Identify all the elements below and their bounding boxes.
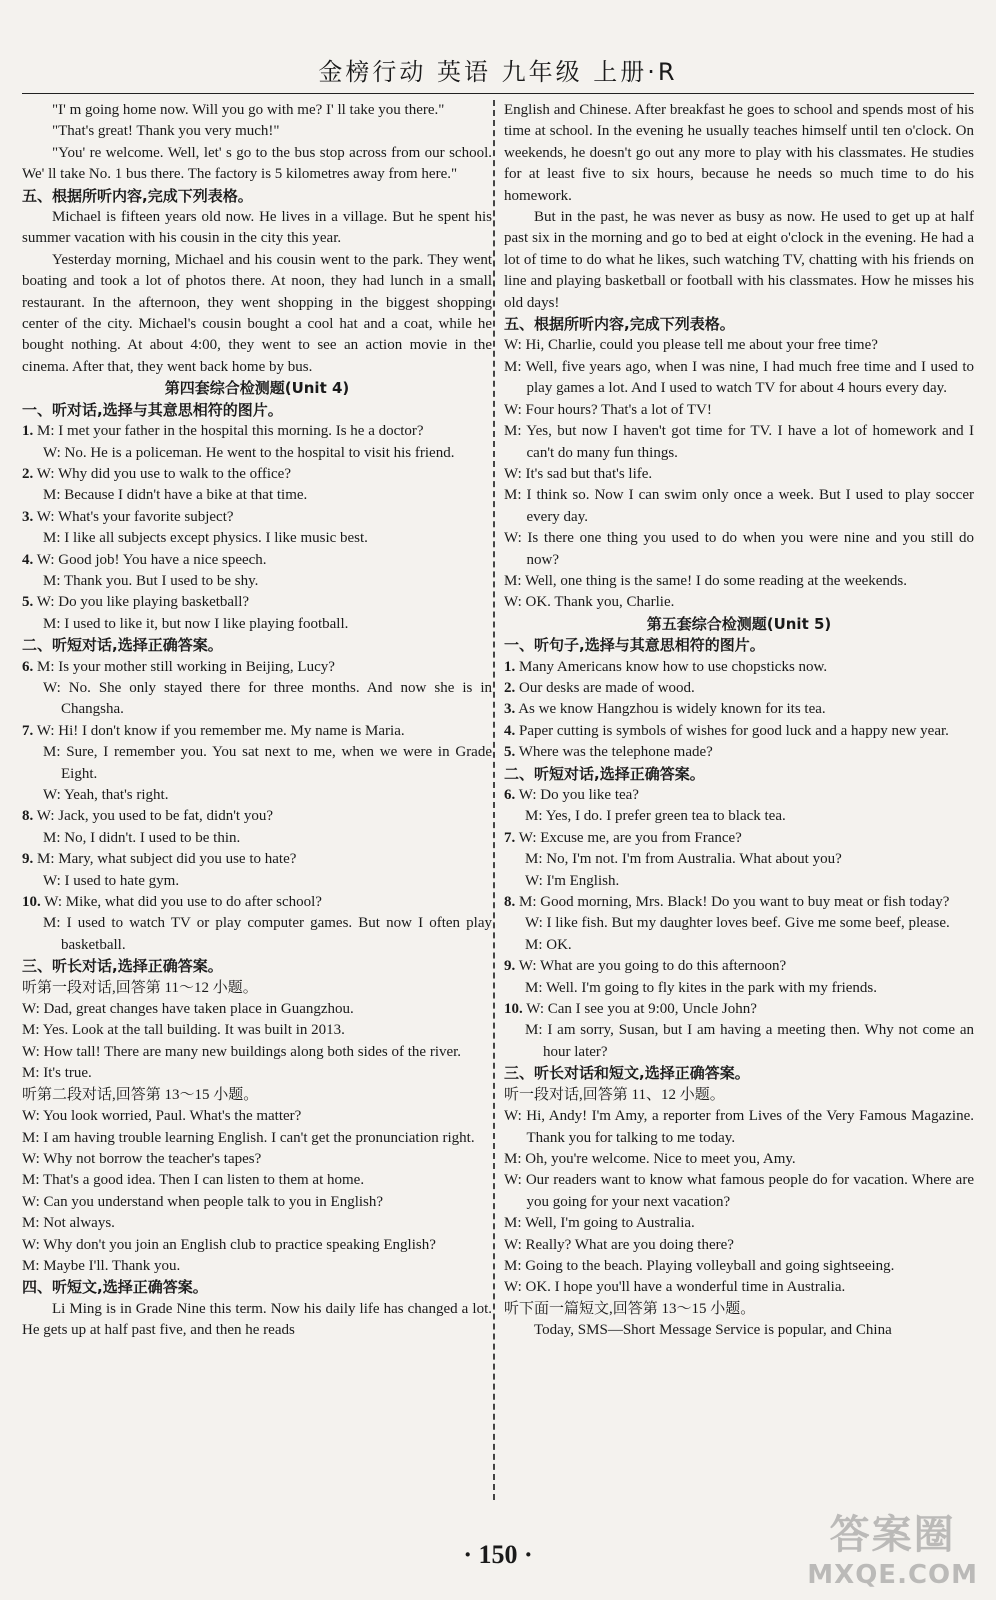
section-heading: 三、听长对话,选择正确答案。: [22, 957, 223, 976]
dialogue-reply: M: Because I didn't have a bike at that time.: [43, 487, 308, 504]
dialogue-line: M: Maybe I'll. Thank you.: [22, 1257, 181, 1274]
dialogue-line: M: Not always.: [22, 1215, 115, 1232]
item-number: 7.: [504, 829, 516, 846]
item-number: 4.: [22, 551, 34, 568]
paragraph: "I' m going home now. Will you go with me? I' ll take you there.": [52, 102, 445, 118]
item-text: W: Jack, you used to be fat, didn't you?: [36, 808, 273, 825]
dialogue-reply: M: No, I didn't. I used to be thin.: [43, 829, 241, 846]
dialogue-reply: M: OK.: [525, 936, 572, 953]
section-heading: 四、听短文,选择正确答案。: [22, 1278, 208, 1297]
dialogue-reply: M: Well. I'm going to fly kites in the park with my friends.: [525, 979, 878, 996]
paragraph: Today, SMS—Short Message Service is popular, and China: [534, 1322, 892, 1339]
numbered-item: [22, 806, 492, 827]
running-header: 金榜行动 英语 九年级 上册·R: [318, 58, 678, 86]
dialogue-line: W: Can you understand when people talk to you in English?: [22, 1193, 384, 1210]
item-text: W: What are you going to do this afternoon?: [518, 958, 787, 975]
dialogue-line: W: How tall! There are many new buildings along both sides of the river.: [22, 1043, 462, 1060]
dialogue-line: W: Is there one thing you used to do when you were nine and you still do now?: [504, 530, 974, 568]
item-number: 9.: [22, 851, 34, 868]
item-text: Paper cutting is symbols of wishes for good luck and a happy new year.: [519, 722, 949, 739]
dialogue-reply: M: I used to watch TV or play computer games. But now I often play basketball.: [43, 915, 492, 953]
item-number: 1.: [22, 423, 34, 440]
test-title: 第四套综合检测题(Unit 4): [164, 379, 350, 398]
item-text: W: What's your favorite subject?: [36, 508, 234, 525]
paragraph: "That's great! Thank you very much!": [52, 123, 280, 140]
dialogue-line: M: Well, five years ago, when I was nine, I had much free time and I used to play games a lot. And I used to watch TV for about 4 hours every day.: [504, 358, 974, 397]
paragraph: Yesterday morning, Michael and his cousin went to the park. They went boating and took a lot of photos there. At noon, they had lunch in a small restaurant. In the afternoon, they went shopping in the biggest shopping center of the city. Michael's cousin bought a cool hat and a coat, while he bought nothing. At about 4:00, they went to see an action movie in the cinema. After that, they went back home by bus.: [22, 251, 492, 375]
paragraph: "You' re welcome. Well, let' s go to the bus stop across from our school. We' ll take No. 1 bus there. The factory is 5 kilometres away from here.": [22, 144, 492, 183]
numbered-item: [504, 678, 974, 699]
item-number: 6.: [504, 787, 516, 803]
item-number: 8.: [504, 894, 516, 911]
numbered-item: [504, 999, 974, 1020]
section-heading: 一、听句子,选择与其意思相符的图片。: [504, 636, 765, 655]
dialogue-line: M: Yes, but now I haven't got time for TV. I have a lot of homework and I can't do many fun things.: [504, 423, 974, 461]
numbered-item: [22, 657, 492, 678]
paragraph: 听第一段对话,回答第 11～12 小题。: [22, 979, 258, 996]
numbered-item: [504, 956, 974, 977]
header-rule: [22, 93, 974, 94]
item-number: 4.: [504, 722, 516, 739]
dialogue-reply: M: Sure, I remember you. You sat next to me, when we were in Grade Eight.: [43, 744, 492, 782]
item-text: W: Hi! I don't know if you remember me. My name is Maria.: [36, 722, 405, 739]
paragraph: 听第二段对话,回答第 13～15 小题。: [22, 1086, 259, 1103]
paragraph: Li Ming is in Grade Nine this term. Now his daily life has changed a lot. He gets up at half past five, and then he reads: [22, 1300, 492, 1339]
dialogue-line: M: Well, one thing is the same! I do some reading at the weekends.: [504, 572, 908, 589]
dialogue-reply: W: Yeah, that's right.: [43, 787, 169, 803]
numbered-item: [22, 849, 492, 870]
item-text: W: Mike, what did you use to do after school?: [44, 894, 322, 911]
dialogue-reply: W: I used to hate gym.: [43, 872, 180, 889]
item-number: 2.: [504, 679, 516, 696]
paragraph: 听下面一篇短文,回答第 13～15 小题。: [504, 1300, 756, 1317]
dialogue-line: W: Dad, great changes have taken place in Guangzhou.: [22, 1001, 354, 1018]
dialogue-reply: M: No, I'm not. I'm from Australia. What about you?: [525, 851, 842, 868]
numbered-item: [504, 742, 974, 763]
dialogue-line: M: Going to the beach. Playing volleyball and going sightseeing.: [504, 1257, 895, 1274]
item-text: Our desks are made of wood.: [519, 679, 695, 696]
item-number: 7.: [22, 722, 34, 739]
item-text: W: Do you like playing basketball?: [36, 594, 250, 611]
section-heading: 一、听对话,选择与其意思相符的图片。: [22, 400, 283, 419]
item-text: M: Is your mother still working in Beijing, Lucy?: [37, 658, 335, 675]
dialogue-line: M: That's a good idea. Then I can listen to them at home.: [22, 1172, 365, 1189]
item-number: 6.: [22, 658, 34, 675]
dialogue-line: M: It's true.: [22, 1065, 92, 1082]
watermark-url: MXQE.COM: [807, 1560, 978, 1590]
item-text: Where was the telephone made?: [518, 744, 713, 761]
dialogue-line: W: Hi, Charlie, could you please tell me about your free time?: [504, 337, 878, 354]
dialogue-line: W: Our readers want to know what famous people do for vacation. Where are you going for your next vacation?: [504, 1172, 974, 1210]
right-column: [504, 100, 974, 1342]
dialogue-reply: M: Thank you. But I used to be shy.: [43, 572, 259, 589]
item-text: Many Americans know how to use chopsticks now.: [519, 658, 828, 675]
test-title: 第五套综合检测题(Unit 5): [646, 614, 832, 633]
item-number: 10.: [22, 894, 41, 911]
dialogue-line: W: Why don't you join an English club to practice speaking English?: [22, 1236, 436, 1253]
dialogue-line: W: OK. Thank you, Charlie.: [504, 594, 675, 611]
numbered-item: [504, 892, 974, 913]
numbered-item: [22, 550, 492, 571]
dialogue-line: M: I think so. Now I can swim only once a week. But I used to play soccer every day.: [504, 487, 974, 525]
numbered-item: [22, 421, 492, 442]
item-text: M: Mary, what subject did you use to hate?: [37, 851, 297, 868]
dialogue-line: M: I am having trouble learning English. I can't get the pronunciation right.: [22, 1129, 475, 1146]
item-number: 8.: [22, 808, 34, 825]
numbered-item: [504, 699, 974, 720]
item-text: W: Why did you use to walk to the office?: [36, 465, 291, 482]
item-text: As we know Hangzhou is widely known for its tea.: [518, 701, 826, 718]
item-text: W: Do you like tea?: [518, 787, 639, 803]
dialogue-line: M: Oh, you're welcome. Nice to meet you, Amy.: [504, 1150, 796, 1167]
dialogue-reply: W: No. She only stayed there for three months. And now she is in Changsha.: [43, 679, 492, 718]
numbered-item: [22, 721, 492, 742]
item-text: W: Excuse me, are you from France?: [518, 829, 742, 846]
numbered-item: [22, 592, 492, 613]
numbered-item: [504, 657, 974, 678]
dialogue-line: W: Why not borrow the teacher's tapes?: [22, 1150, 262, 1167]
left-column: [22, 100, 492, 1342]
item-number: 5.: [504, 744, 516, 761]
item-text: W: Good job! You have a nice speech.: [36, 551, 267, 568]
numbered-item: [504, 721, 974, 742]
item-number: 5.: [22, 594, 34, 611]
section-heading: 五、根据所听内容,完成下列表格。: [504, 315, 735, 334]
item-number: 9.: [504, 958, 516, 975]
page-number: · 150 ·: [463, 1540, 533, 1569]
section-heading: 二、听短对话,选择正确答案。: [22, 636, 223, 655]
item-number: 3.: [504, 701, 516, 718]
item-text: W: Can I see you at 9:00, Uncle John?: [526, 1001, 757, 1018]
dialogue-line: W: OK. I hope you'll have a wonderful time in Australia.: [504, 1279, 846, 1296]
dialogue-line: W: Hi, Andy! I'm Amy, a reporter from Lives of the Very Famous Magazine. Thank you for talking to me today.: [504, 1108, 974, 1146]
item-number: 1.: [504, 658, 516, 675]
watermark-text: 答案圈: [829, 1512, 956, 1558]
numbered-item: [22, 464, 492, 485]
paragraph: 听一段对话,回答第 11、12 小题。: [504, 1086, 725, 1103]
numbered-item: [22, 507, 492, 528]
paragraph: But in the past, he was never as busy as now. He used to get up at half past six in the morning and go to bed at eight o'clock in the evening. He had a lot of time to do what he likes, such watching TV, chatting with his friends on line and playing basketball or football with his classmates. How he misses his old days!: [504, 209, 974, 311]
numbered-item: [504, 785, 974, 806]
dialogue-line: M: Yes. Look at the tall building. It was built in 2013.: [22, 1022, 345, 1039]
dialogue-reply: W: I like fish. But my daughter loves beef. Give me some beef, please.: [525, 915, 950, 932]
item-text: M: Good morning, Mrs. Black! Do you want to buy meat or fish today?: [519, 894, 950, 911]
dialogue-line: W: You look worried, Paul. What's the matter?: [22, 1108, 302, 1125]
item-text: M: I met your father in the hospital this morning. Is he a doctor?: [37, 423, 424, 440]
watermark-logo: [807, 1503, 978, 1590]
item-number: 10.: [504, 1001, 523, 1018]
item-number: 2.: [22, 465, 34, 482]
section-heading: 三、听长对话和短文,选择正确答案。: [504, 1064, 750, 1083]
dialogue-line: W: It's sad but that's life.: [504, 465, 653, 482]
paragraph: Michael is fifteen years old now. He lives in a village. But he spent his summer vacation with his cousin in the city this year.: [22, 209, 492, 247]
dialogue-reply: W: I'm English.: [525, 872, 620, 889]
dialogue-reply: W: No. He is a policeman. He went to the hospital to visit his friend.: [43, 444, 455, 461]
item-number: 3.: [22, 508, 34, 525]
dialogue-reply: M: I like all subjects except physics. I like music best.: [43, 530, 368, 547]
numbered-item: [504, 828, 974, 849]
column-divider: [493, 100, 495, 1500]
dialogue-reply: M: Yes, I do. I prefer green tea to black tea.: [525, 808, 786, 825]
paragraph: English and Chinese. After breakfast he goes to school and spends most of his time at school. In the evening he usually teaches himself until ten o'clock. On weekends, he doesn't go out any more to play with his classmates. He studies for at least five to six hours, because he needs so much time to do his homework.: [504, 102, 974, 204]
dialogue-line: M: Well, I'm going to Australia.: [504, 1215, 695, 1232]
numbered-item: [22, 892, 492, 913]
section-heading: 二、听短对话,选择正确答案。: [504, 764, 705, 783]
dialogue-reply: M: I am sorry, Susan, but I am having a meeting then. Why not come an hour later?: [525, 1022, 974, 1060]
dialogue-line: W: Really? What are you doing there?: [504, 1236, 734, 1253]
dialogue-line: W: Four hours? That's a lot of TV!: [504, 401, 712, 418]
dialogue-reply: M: I used to like it, but now I like playing football.: [43, 615, 349, 632]
section-heading: 五、根据所听内容,完成下列表格。: [22, 186, 253, 205]
